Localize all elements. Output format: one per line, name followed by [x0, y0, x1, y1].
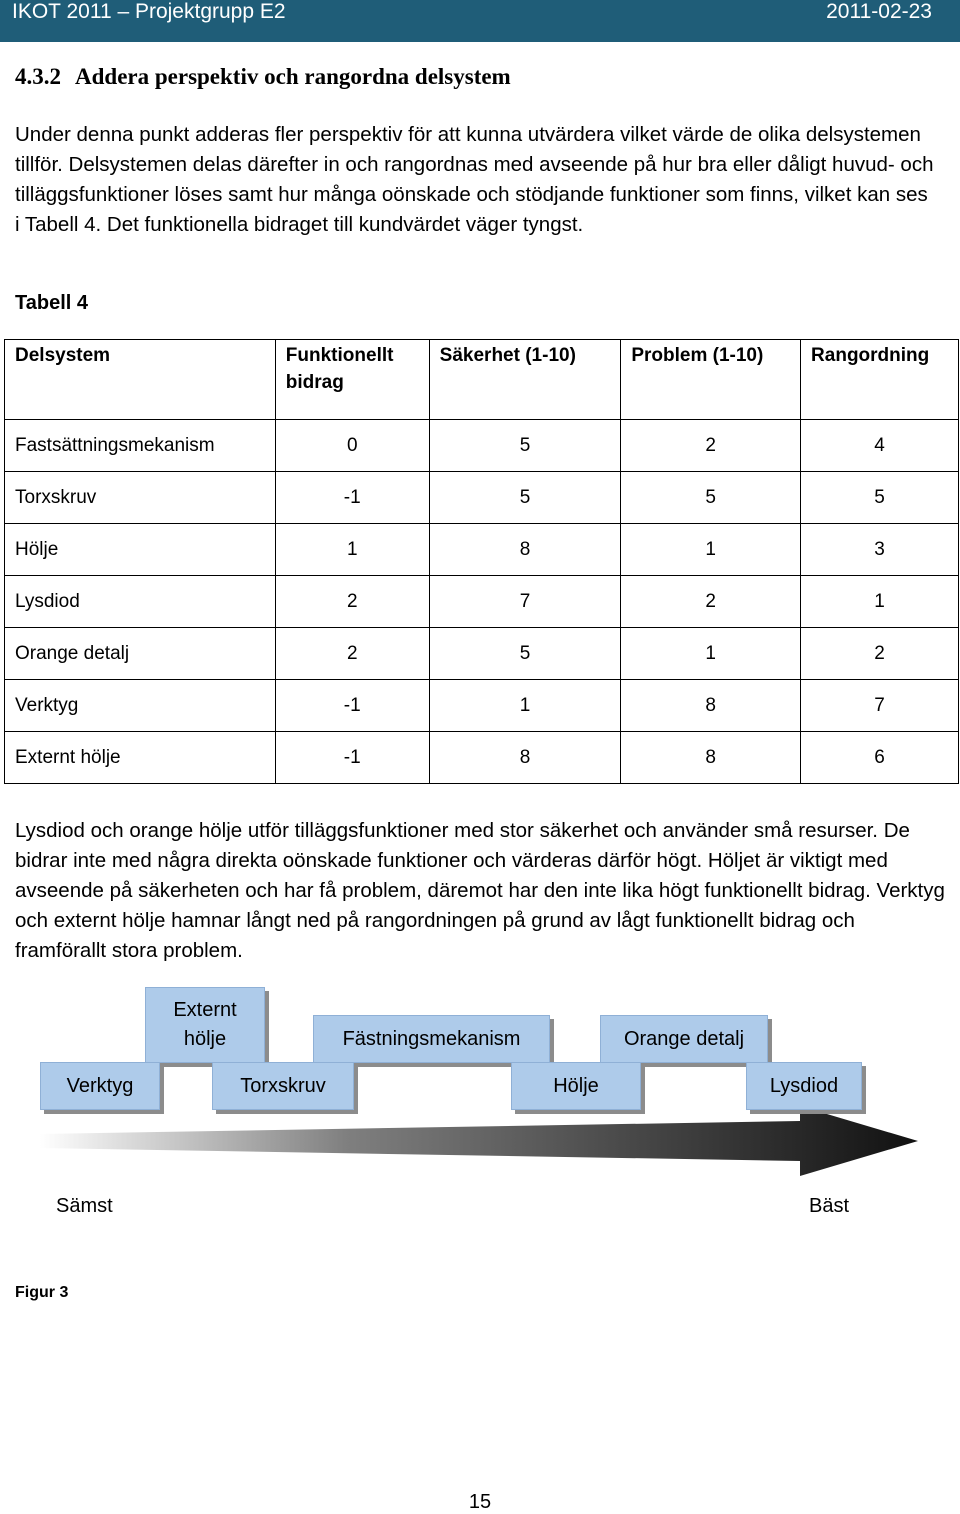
table-row	[5, 680, 959, 732]
box-externt-holje-label: Externt hölje	[173, 999, 237, 1050]
table-caption: Tabell 4	[15, 292, 88, 314]
box-holje-label: Hölje	[553, 1074, 599, 1097]
page-number: 15	[468, 1491, 492, 1513]
cell-delsystem: Fastsättningsmekanism	[5, 420, 276, 472]
table-row	[5, 732, 959, 784]
header-delsystem: Delsystem	[5, 340, 276, 420]
figure-caption: Figur 3	[15, 1284, 69, 1301]
intro-paragraph: Under denna punkt adderas fler perspektiv för att kunna utvärdera vilket värde de olika delsystemen tillför. Delsystemen delas därefter in och rangordnas med avseende på hur bra eller dåligt huvud- och tilläggsfunktioner löses samt hur många oönskade och stödjande funktioner som finns, vilket kan ses i Tabell 4. Det funktionella bidraget till kundvärdet väger tyngst.	[15, 123, 934, 236]
cell-sakerhet: 1	[429, 680, 621, 732]
cell-rangordning: 2	[801, 628, 959, 680]
cell-bidrag: 2	[275, 628, 429, 680]
section-heading	[15, 64, 511, 90]
cell-sakerhet: 7	[429, 576, 621, 628]
box-orange-detalj-label: Orange detalj	[623, 1027, 745, 1050]
cell-problem: 8	[621, 732, 801, 784]
cell-sakerhet: 5	[429, 420, 621, 472]
cell-sakerhet: 5	[429, 628, 621, 680]
box-torxskruv-label: Torxskruv	[240, 1074, 326, 1097]
table-row	[5, 576, 959, 628]
cell-rangordning: 6	[801, 732, 959, 784]
box-lysdiod-label: Lysdiod	[769, 1074, 839, 1097]
cell-problem: 1	[621, 524, 801, 576]
cell-bidrag: 0	[275, 420, 429, 472]
cell-sakerhet: 8	[429, 524, 621, 576]
cell-problem: 1	[621, 628, 801, 680]
box-holje	[511, 1062, 641, 1110]
box-lysdiod	[746, 1062, 862, 1110]
cell-sakerhet: 5	[429, 472, 621, 524]
cell-delsystem: Hölje	[5, 524, 276, 576]
cell-delsystem: Orange detalj	[5, 628, 276, 680]
table-row	[5, 524, 959, 576]
cell-problem: 2	[621, 576, 801, 628]
box-fastningsmekanism	[313, 1015, 550, 1063]
cell-rangordning: 3	[801, 524, 959, 576]
cell-delsystem: Torxskruv	[5, 472, 276, 524]
header-date: 2011-02-23	[826, 0, 932, 23]
cell-rangordning: 1	[801, 576, 959, 628]
box-verktyg	[40, 1062, 160, 1110]
cell-delsystem: Externt hölje	[5, 732, 276, 784]
table-row	[5, 628, 959, 680]
arrow-shape	[40, 1106, 918, 1176]
table-row	[5, 472, 959, 524]
cell-rangordning: 7	[801, 680, 959, 732]
header-rangordning: Rangordning	[801, 340, 959, 420]
cell-rangordning: 4	[801, 420, 959, 472]
label-bast: Bäst	[809, 1195, 850, 1217]
table-row	[5, 420, 959, 472]
table-header-row	[5, 340, 959, 420]
cell-bidrag: 2	[275, 576, 429, 628]
box-verktyg-label: Verktyg	[66, 1074, 134, 1097]
cell-problem: 2	[621, 420, 801, 472]
cell-delsystem: Lysdiod	[5, 576, 276, 628]
header-sakerhet: Säkerhet (1-10)	[429, 340, 621, 420]
cell-problem: 8	[621, 680, 801, 732]
box-torxskruv	[212, 1062, 354, 1110]
summary-paragraph: Lysdiod och orange hölje utför tilläggsfunktioner med stor säkerhet och använder små resurser. De bidrar inte med några direkta oönskade funktioner och värderas därför högt. Höljet är viktigt med avseende på säkerheten och har få problem, däremot har den inte lika högt funktionellt bidrag. Verktyg och externt hölje hamnar långt ned på rangordningen på grund av lågt funktionellt bidrag och framförallt stora problem.	[15, 819, 945, 962]
ranking-figure	[0, 975, 960, 1235]
cell-rangordning: 5	[801, 472, 959, 524]
cell-delsystem: Verktyg	[5, 680, 276, 732]
header-problem: Problem (1-10)	[621, 340, 801, 420]
label-samst: Sämst	[56, 1195, 113, 1217]
cell-bidrag: 1	[275, 524, 429, 576]
ranking-table	[4, 339, 959, 784]
section-number: 4.3.2	[15, 64, 61, 89]
header-project: IKOT 2011 – Projektgrupp E2	[12, 0, 286, 23]
cell-problem: 5	[621, 472, 801, 524]
cell-sakerhet: 8	[429, 732, 621, 784]
cell-bidrag: -1	[275, 680, 429, 732]
box-fastningsmekanism-label: Fästningsmekanism	[342, 1027, 521, 1050]
header-funktionellt-bidrag: Funktionellt bidrag	[275, 340, 429, 420]
cell-bidrag: -1	[275, 732, 429, 784]
section-title-text: Addera perspektiv och rangordna delsystem	[75, 64, 511, 89]
cell-bidrag: -1	[275, 472, 429, 524]
page-header	[0, 0, 960, 42]
box-externt-holje	[145, 987, 265, 1063]
box-orange-detalj	[600, 1015, 768, 1063]
